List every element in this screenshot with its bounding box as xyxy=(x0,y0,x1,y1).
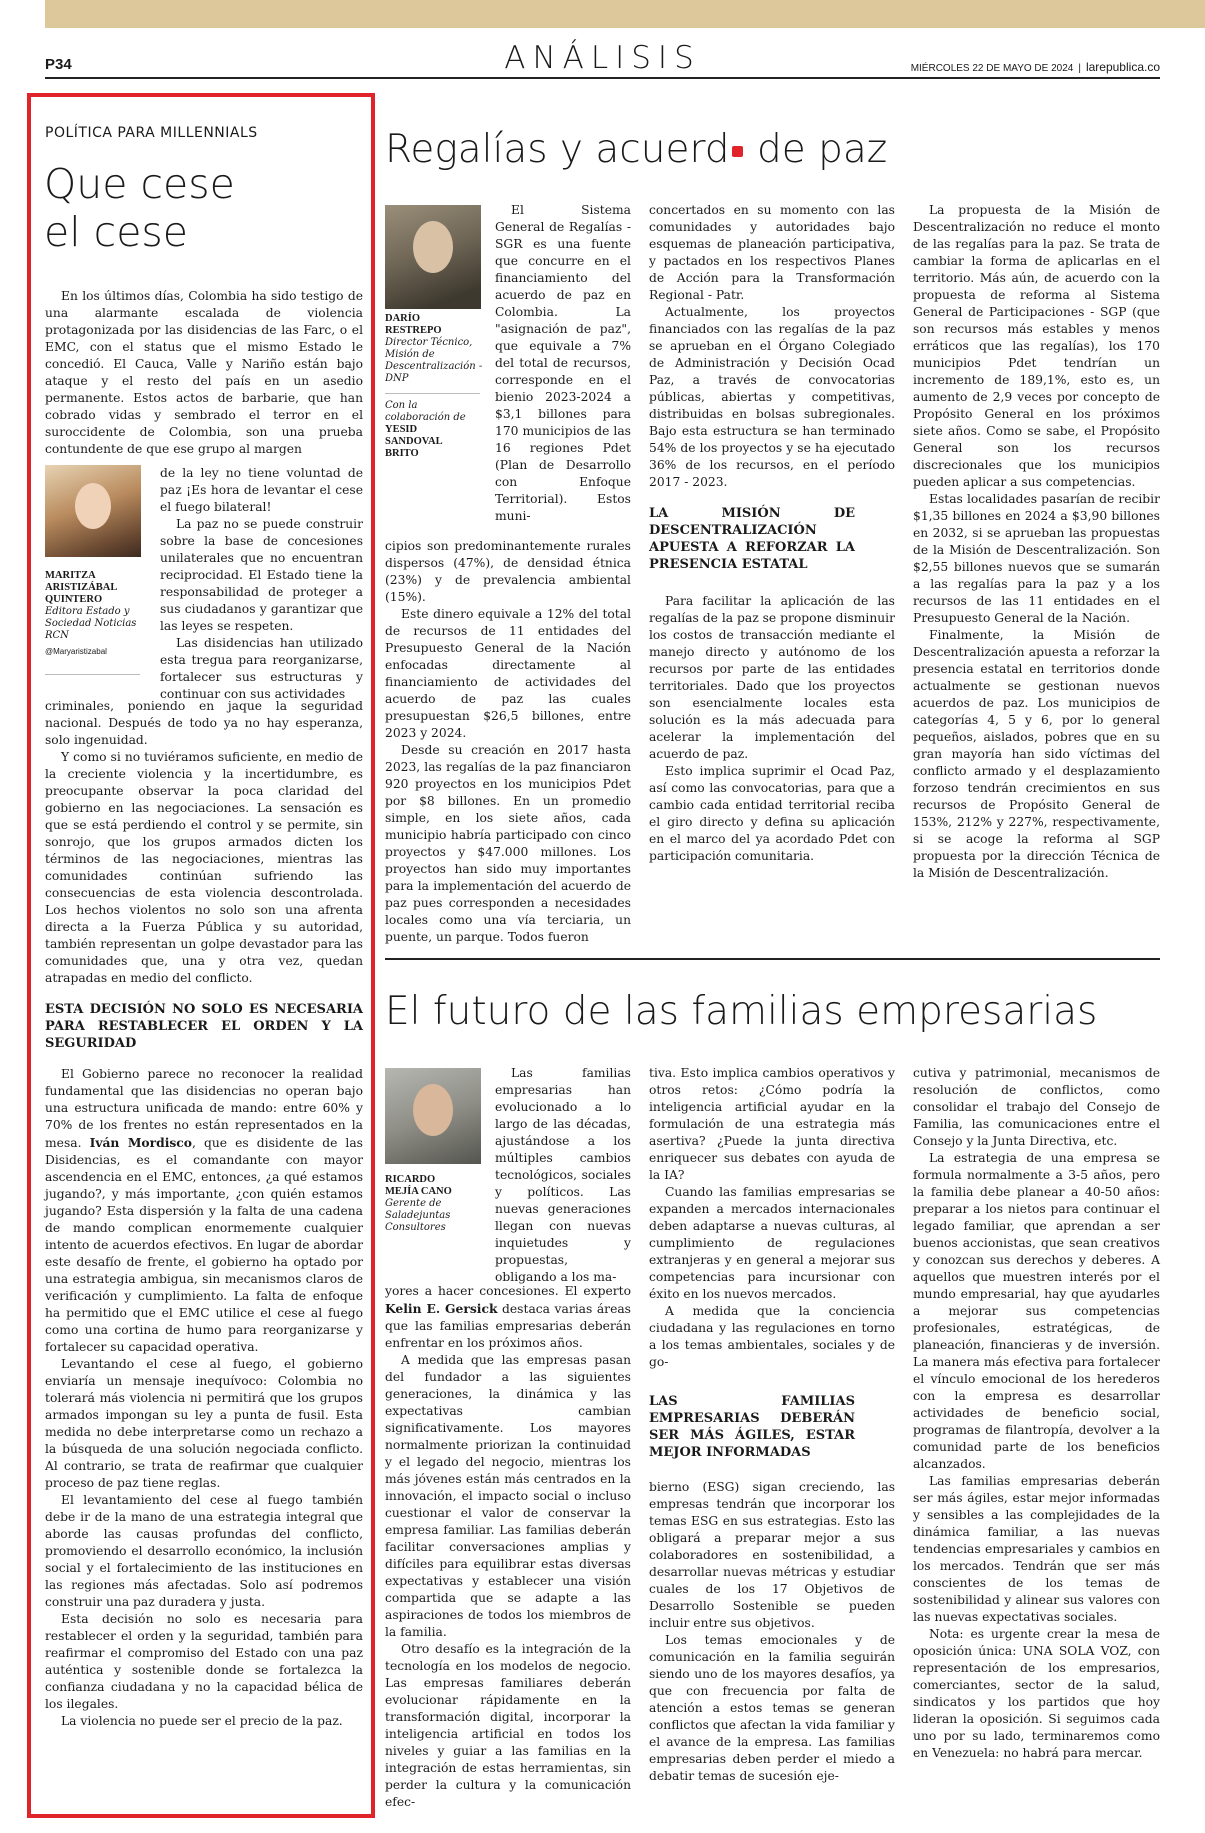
author-byline xyxy=(385,1174,485,1234)
byline-rule xyxy=(45,674,140,675)
text-run: yores a hacer concesiones. El experto xyxy=(385,1284,631,1298)
paragraph: Cuando las familias empresarias se expanden a mercados internacionales deben adaptarse a nuevas culturas, al cumplimiento de regulaciones extranjeras y en general a mejorar sus competencias para incursionar con éxito en los nuevos mercados. xyxy=(649,1185,895,1301)
author-name: DARÍO xyxy=(385,313,421,324)
paragraph: Las familias empresarias han evolucionado a lo largo de las décadas, ajustándose a los múltiples cambios tecnológicos, sociales y políticos. Las nuevas generaciones llegan con nuevas inquietudes y propuestas, obligando a los ma- xyxy=(495,1066,631,1284)
title-part: Regalías y acuerd xyxy=(385,127,730,172)
paragraph: Las disidencias han utilizado esta tregua para reorganizarse, fortalecer sus estructuras y continuar con sus actividades xyxy=(160,636,363,701)
text-run: El Gobierno parece no reconocer la realidad fundamental que las disidencias no operan bajo una estructura unificada de mando: entre 60% y 70% de los frentes no están representados en la mesa. xyxy=(45,1067,363,1150)
title-part: de paz xyxy=(744,127,888,172)
text-run: , que es disidente de las Disidencias, es el comandante con mayor ascendencia en el EMC, entonces, ¿a qué estamos jugando?, y más importante, ¿con quién estamos jugando? Esta dispersión y la falta de una cadena de mando complican enormemente cualquier intento de acuerdos efectivos. En lugar de abordar este desafío de frente, el gobierno ha optado por una estrategia ambigua, sin mecanismos claros de verificación y cumplimiento. La falta de enfoque ha permitido que el EMC utilice el cese al fuego como una cortina de humo para reorganizarse y fortalecer su capacidad operativa. xyxy=(45,1136,363,1354)
article1-col2 xyxy=(649,202,895,865)
paragraph: Nota: es urgente crear la mesa de oposición única: UNA SOLA VOZ, con representación de los empresarios, comerciantes, sector de la salud, sindicatos y los partidos que hoy lideran la oposición. Si seguimos cada uno por su lado, terminaremos como en Venezuela: no habrá para mercar. xyxy=(913,1627,1160,1760)
bold-name: Kelin E. Gersick xyxy=(385,1301,498,1316)
paragraph: cipios son predominantemente rurales dispersos (47%), de densidad étnica (23%) y de prevalencia ambiental (15%). xyxy=(385,539,631,604)
column-body-wrap xyxy=(160,465,363,703)
article1-subhead: LA MISIÓN DE DESCENTRALIZACIÓN APUESTA A REFORZAR LA PRESENCIA ESTATAL xyxy=(649,506,855,572)
paragraph: Finalmente, la Misión de Descentralización apuesta a reforzar la presencia estatal en territorios donde actualmente se gestionan nuevos acuerdos de paz. Los municipios de categorías 4, 5 y 6, por lo general pequeños, aislados, pobres que en su gran mayoría han sido víctimas del conflicto armado y el desplazamiento forzoso tendrán crecimientos en sus recursos de Propósito General de 153%, 212% y 227%, respectivamente, si se acoge la reforma al SGP propuesta por la dirección Técnica de la Misión de Descentralización. xyxy=(913,628,1160,880)
issue-date: MIÉRCOLES 22 DE MAYO DE 2024 xyxy=(910,63,1074,74)
paragraph: El Sistema General de Regalías - SGR es una fuente que concurre en el financiamiento del acuerdo de paz en Colombia. La "asignación de paz", que equivale a 7% del total de recursos, corresponde en el bienio 2023-2024 a $3,1 billones para 170 municipios de las 16 regiones Pdet (Plan de Desarrollo con Enfoque Territorial). Estos muni- xyxy=(495,203,631,523)
paragraph: Las familias empresarias deberán ser más ágiles, estar mejor informadas y sensibles a las complejidades de la dinámica familiar, a las nuevas tendencias empresariales y cambios en los mercados. Tendrán que ser más conscientes de los temas de sostenibilidad y alinear sus valores con las nuevas expectativas sociales. xyxy=(913,1474,1160,1624)
collab-label: Con la colaboración de xyxy=(385,400,466,423)
page-number: P34 xyxy=(45,56,72,73)
article2-col2 xyxy=(649,1065,895,1785)
column-title-line-2: el cese xyxy=(44,208,189,256)
text-run: destaca varias áreas que las familias empresarias deberán enfrentar en los próximos años. xyxy=(385,1302,631,1350)
paragraph: Este dinero equivale a 12% del total de recursos de 11 entidades del Presupuesto General de la Nación enfocadas directamente al financiamiento de actividades del acuerdo de paz las cuales presupuestan $26,5 billones, entre 2023 y 2024. xyxy=(385,607,631,740)
paragraph: Estas localidades pasarían de recibir $1,35 billones en 2024 a $3,90 billones en 2032, si se aprueban las propuestas de la Misión de Descentralización. Son $2,55 billones nuevos que se sumarán a las regalías para la paz y a los recursos de las 11 entidades en el Presupuesto General de la Nación. xyxy=(913,492,1160,625)
dateline: MIÉRCOLES 22 DE MAYO DE 2024 | larepublica.co xyxy=(910,60,1160,74)
paragraph: La propuesta de la Misión de Descentralización no reduce el monto de las regalías para la paz. Se trata de cambiar la forma de aplicarlas en el territorio. Más aún, de acuerdo con la propuesta de reforma al Sistema General de Participaciones - SGP (que son recursos más estables y menos erráticos que las regalías), los 170 municipios Pdet tendrían un incremento de 189,1%, esto es, un aumento de 2,9 veces por concepto de Propósito General en los próximos siete años. Como se sabe, el Propósito General son los recursos discrecionales que los municipios pueden aplicar a sus competencias. xyxy=(913,203,1160,489)
author-role: Editora Estado y Sociedad Noticias RCN xyxy=(45,606,137,641)
column-body-main xyxy=(45,698,363,1730)
paragraph: cutiva y patrimonial, mecanismos de resolución de conflictos, como consolidar el trabajo del Consejo de Familia, las comunicaciones entre el Consejo y la Junta Directiva, etc. xyxy=(913,1066,1160,1148)
article2-col1-top xyxy=(495,1065,631,1286)
paragraph: La paz no se puede construir sobre la base de concesiones unilaterales que no encuentran reciprocidad. El Estado tiene la responsabilidad de proteger a sus ciudadanos y garantizar que las leyes se respeten. xyxy=(160,517,363,633)
column-title xyxy=(44,160,235,256)
top-color-band xyxy=(45,0,1205,28)
paragraph: Y como si no tuviéramos suficiente, en medio de la creciente violencia y la incertidumbre, es preocupante observar la poca claridad del gobierno en las negociaciones. La sensación es que se está perdiendo el control y se permite, sin sonrojo, que los grupos armados dicten los términos de las negociaciones, mientras las comunidades continúan sufriendo las consecuencias de esta violencia descontrolada. Los hechos violentos no solo son una afrenta directa a la Fuerza Pública y su autoridad, también representan un golpe devastador para las comunidades que, una y otra vez, quedan atrapadas en medio del conflicto. xyxy=(45,750,363,985)
author-photo-dario xyxy=(385,205,481,309)
paragraph: A medida que la conciencia ciudadana y las regulaciones en torno a los temas ambientales, sociales y de go- xyxy=(649,1304,895,1369)
paragraph: Los temas emocionales y de comunicación en la familia seguirán siendo uno de los mayores desafíos, ya que con frecuencia por falta de atención a estos temas se generan conflictos que afectan la vida familiar y el avance de la empresa. Las familias empresarias deben perder el miedo a debatir temas de sucesión eje- xyxy=(649,1633,895,1783)
author-name: MEJÍA CANO xyxy=(385,1186,452,1197)
author-name: RICARDO xyxy=(385,1174,436,1185)
column-body-intro xyxy=(45,288,363,458)
paragraph: Levantando el cese al fuego, el gobierno enviaría un mensaje inequívoco: Colombia no tolerará más violencia ni permitirá que los grupos armados impongan su ley a punta de fusil. Esta medida no debe interpretarse como un rechazo a la búsqueda de una solución negociada conflicto. Al contrario, se trata de reafirmar que cualquier proceso de paz tiene reglas. xyxy=(45,1357,363,1490)
paragraph: Esto implica suprimir el Ocad Paz, así como las convocatorias, para que a cambio cada entidad territorial reciba el giro directo y defina su aplicación en el marco del ya acordado Pdet con participación comunitaria. xyxy=(649,764,895,863)
paragraph: concertados en su momento con las comunidades y autoridades bajo esquemas de planeación participativa, y pactados en los respectivos Planes de Acción para la Transformación Regional - Patr. xyxy=(649,203,895,302)
article1-col1 xyxy=(385,538,631,946)
site-url[interactable]: larepublica.co xyxy=(1085,60,1160,74)
author-handle[interactable]: @Maryaristizabal xyxy=(45,647,107,656)
masthead-rule xyxy=(45,77,1160,79)
bold-name: Iván Mordisco xyxy=(89,1135,192,1150)
article-title-regalias xyxy=(385,128,887,172)
paragraph: Desde su creación en 2017 hasta 2023, las regalías de la paz financiaron 920 proyectos en los municipios Pdet por $8 billones. En un promedio simple, en los siete años, cada municipio habría participado con cinco proyectos y $47.000 millones. Los proyectos han sido muy importantes para la implementación del acuerdo de paz pues corresponden a necesidades locales como una vía terciaria, un puente, un parque. Todos fueron xyxy=(385,743,631,944)
paragraph xyxy=(385,1283,631,1352)
paragraph: Para facilitar la aplicación de las regalías de la paz se propone disminuir los costos de transacción mediante el manejo directo y autónomo de los recursos por parte de las entidades territoriales. Dado que los proyectos son esencialmente locales esta solución es la más adecuada para acelerar la implementación del acuerdo de paz. xyxy=(649,594,895,761)
paragraph: Otro desafío es la integración de la tecnología en los modelos de negocio. Las empresas familiares deberán evolucionar rápidamente en la transformación digital, incorporar la inteligencia artificial en todos los niveles y guiar a las familias en la integración de estas herramientas, sin perder la cultura y la comunicación efec- xyxy=(385,1642,631,1809)
collab-name: BRITO xyxy=(385,448,419,459)
red-marker-icon xyxy=(732,146,743,157)
paragraph: La estrategia de una empresa se formula normalmente a 3-5 años, pero la familia debe planear a 40-50 años: preparar a los nietos para continuar el legado familiar, que aprendan a ser buenos accionistas, que sean creativos y conozcan sus derechos y deberes. A aquellos que muestren interés por el mundo empresarial, hay que ayudarles a mejorar sus competencias profesionales, estratégicas, de planeación, financieras y de inversión. La manera más efectiva para fortalecer el vínculo emocional de los herederos con la empresa es desarrollar actividades de beneficio social, programas de filantropía, devolver a la comunidad parte de los beneficios alcanzados. xyxy=(913,1151,1160,1471)
paragraph: El levantamiento del cese al fuego también debe ir de la mano de una estrategia integral que aborde las causas profundas del conflicto, promoviendo el desarrollo económico, la inclusión social y el fortalecimiento de las instituciones en las regiones más afectadas. Solo así podremos construir una paz duradera y justa. xyxy=(45,1493,363,1609)
article-divider xyxy=(385,958,1160,960)
section-title: ANÁLISIS xyxy=(504,40,701,76)
article2-col3 xyxy=(913,1065,1160,1762)
paragraph: Esta decisión no solo es necesaria para restablecer el orden y la seguridad, también para reafirmar el compromiso del Estado con una paz auténtica y sostenible donde se fortalezca la confianza ciudadana y no la capacidad bélica de los ilegales. xyxy=(45,1612,363,1711)
author-role: Gerente de Saladejuntas Consultores xyxy=(385,1198,451,1233)
paragraph: bierno (ESG) sigan creciendo, las empresas tendrán que incorporar los temas ESG en sus estrategias. Esto las obligará a preparar mejor a sus colaboradores en sostenibilidad, a desarrollar nuevas métricas y estudiar cuales de los 17 Objetivos de Desarrollo Sostenible se pueden incluir entre sus objetivos. xyxy=(649,1480,895,1630)
author-name: MARITZA xyxy=(45,570,96,581)
byline-rule xyxy=(385,393,480,394)
paragraph: Actualmente, los proyectos financiados con las regalías de la paz se aprueban en el Órgano Colegiado de Administración y Decisión Ocad Paz, a través de convocatorias públicas, abiertas y competitivas, distribuidas en bolsas subregionales. Bajo esta estructura se han terminado 54% de los proyectos y se ha ejecutado 36% de los recursos, en el período 2017 - 2023. xyxy=(649,305,895,489)
paragraph: de la ley no tiene voluntad de paz ¡Es hora de levantar el cese el fuego bilateral! xyxy=(160,466,363,514)
column-title-line-1: Que cese xyxy=(44,160,235,208)
collab-name: YESID xyxy=(385,424,418,435)
article2-subhead: LAS FAMILIAS EMPRESARIAS DEBERÁN SER MÁS ÁGILES, ESTAR MEJOR INFORMADAS xyxy=(649,1394,855,1460)
article-title-familias: El futuro de las familias empresarias xyxy=(385,989,1098,1034)
paragraph: La violencia no puede ser el precio de la paz. xyxy=(61,1714,343,1728)
masthead xyxy=(45,38,1160,78)
author-name: QUINTERO xyxy=(45,594,103,605)
author-name: ARISTIZÁBAL xyxy=(45,582,118,593)
article1-col1-top xyxy=(495,202,631,525)
author-byline xyxy=(385,313,485,460)
paragraph: A medida que las empresas pasan del fundador a las siguientes generaciones, la dinámica y las expectativas cambian significativamente. Los mayores normalmente priorizan la continuidad y el legado del negocio, mientras los más jóvenes están más centrados en la innovación, el impacto social o incluso cuestionar el valor de conservar la empresa familiar. Las familias deberán facilitar conversaciones amplias y difíciles para equilibrar estas diversas expectativas y establecer una visión compartida que se adapte a las aspiraciones de todos los miembros de la familia. xyxy=(385,1353,631,1639)
paragraph: criminales, poniendo en jaque la seguridad nacional. Después de todo ya no hay esperanza, solo ingenuidad. xyxy=(45,699,363,747)
paragraph: En los últimos días, Colombia ha sido testigo de una alarmante escalada de violencia protagonizada por las disidencias de las Farc, o el EMC, con el status que el mismo Estado le concedió. El Cauca, Valle y Nariño están bajo ataque y el resto del país en un asedio permanente. Estos actos de barbarie, que han cobrado vidas y sembrado el terror en el suroccidente de Colombia, son una prueba contundente de que ese grupo al margen xyxy=(45,289,363,456)
paragraph xyxy=(45,1066,363,1356)
column-subhead: ESTA DECISIÓN NO SOLO ES NECESARIA PARA RESTABLECER EL ORDEN Y LA SEGURIDAD xyxy=(45,1002,363,1051)
author-byline xyxy=(45,570,145,658)
author-photo-maritza xyxy=(45,465,141,557)
author-photo-ricardo xyxy=(385,1068,481,1164)
author-role: Director Técnico, Misión de Descentralización - DNP xyxy=(385,337,483,384)
author-name: RESTREPO xyxy=(385,325,442,336)
paragraph: tiva. Esto implica cambios operativos y otros retos: ¿Cómo podría la inteligencia artificial ayudar en la formulación de una estrategia más asertiva? ¿Puede la junta directiva enriquecer sus debates con ayuda de la IA? xyxy=(649,1066,895,1182)
column-kicker: POLÍTICA PARA MILLENNIALS xyxy=(45,125,258,141)
article2-col1 xyxy=(385,1283,631,1811)
collab-name: SANDOVAL xyxy=(385,436,443,447)
article1-col3 xyxy=(913,202,1160,882)
